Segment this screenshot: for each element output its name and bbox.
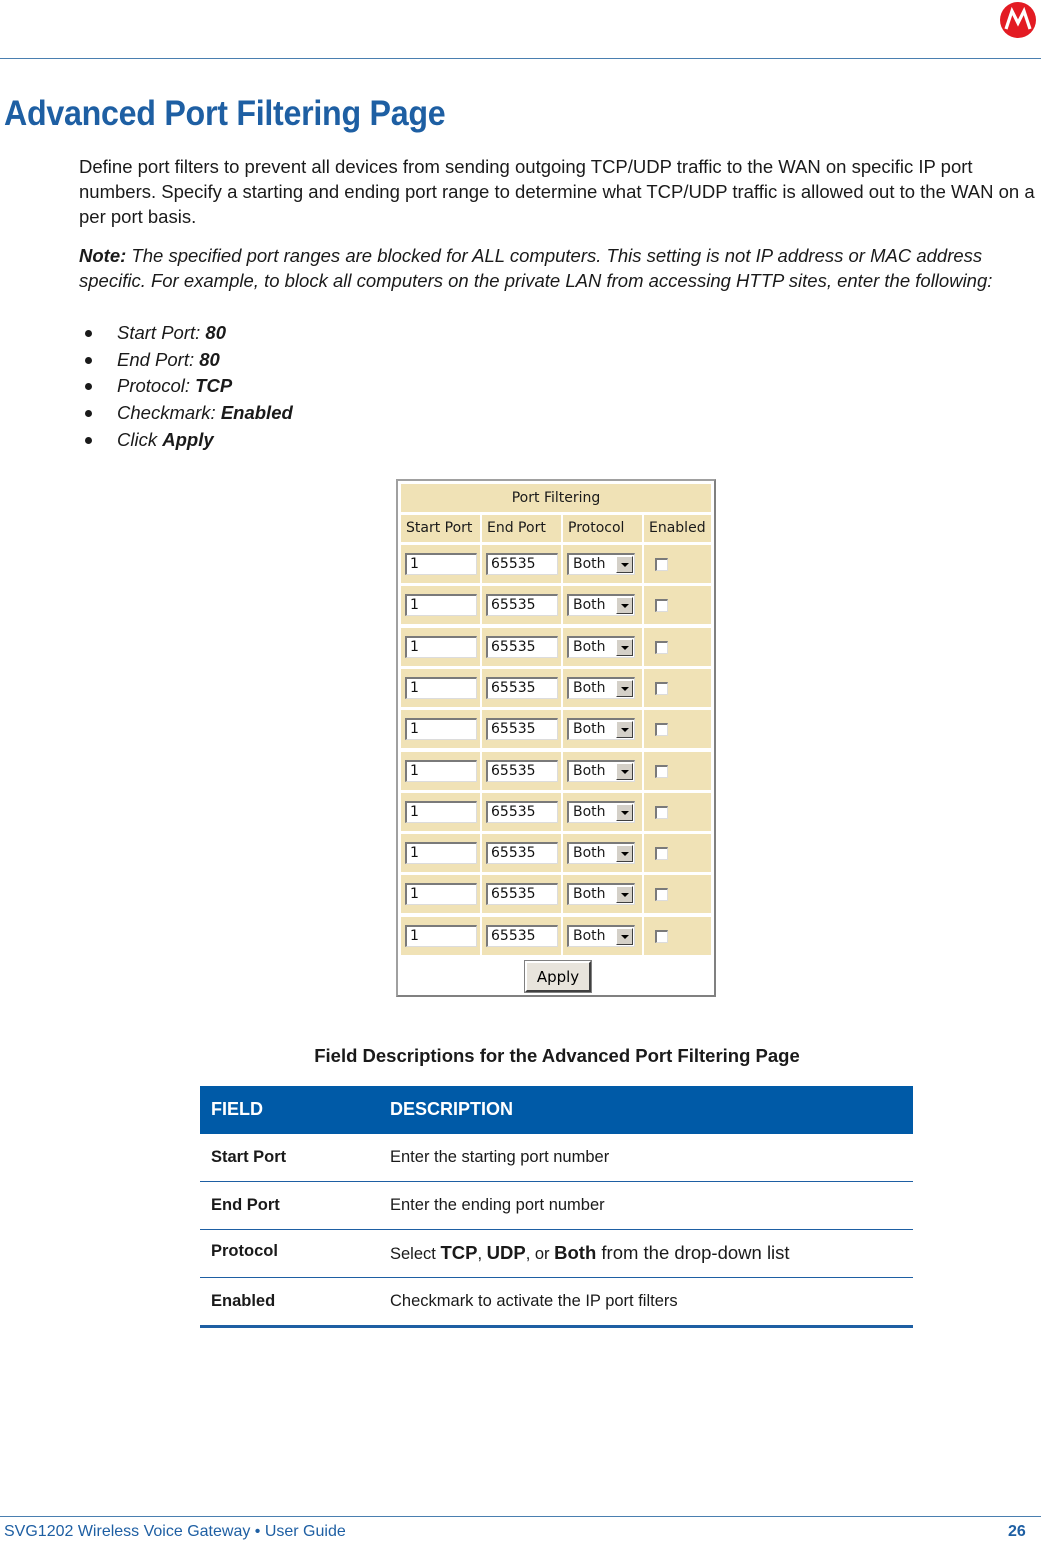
start-port-cell: [401, 545, 480, 583]
end-port-input[interactable]: 65535: [486, 883, 558, 905]
start-port-input[interactable]: 1: [405, 636, 477, 658]
protocol-value: Both: [573, 845, 606, 861]
header-start-port: Start Port: [401, 515, 480, 542]
list-item: Click Apply: [79, 427, 293, 454]
bullet-icon: [85, 357, 92, 364]
protocol-cell: [563, 545, 642, 583]
enabled-checkbox[interactable]: [655, 682, 668, 695]
enabled-cell: [644, 669, 711, 707]
end-port-input[interactable]: 65535: [486, 760, 558, 782]
header-protocol: Protocol: [563, 515, 642, 542]
end-port-input[interactable]: 65535: [486, 677, 558, 699]
field-description: Select TCP, UDP, or Both from the drop-down list: [390, 1242, 790, 1263]
field-descriptions-table: [200, 1086, 913, 1328]
field-name: End Port: [211, 1196, 280, 1214]
protocol-cell: [563, 917, 642, 955]
table-row: [200, 1182, 913, 1230]
end-port-cell: [482, 875, 561, 913]
table-caption: Field Descriptions for the Advanced Port Filtering Page: [314, 1045, 800, 1066]
note-label: Note:: [79, 245, 127, 266]
protocol-select[interactable]: [567, 553, 635, 575]
protocol-cell: [563, 793, 642, 831]
protocol-cell: [563, 834, 642, 872]
protocol-value: Both: [573, 763, 606, 779]
col-description-header: DESCRIPTION: [390, 1099, 514, 1119]
protocol-value: Both: [573, 597, 606, 613]
table-row: [200, 1278, 913, 1328]
enabled-cell: [644, 710, 711, 748]
end-port-cell: [482, 752, 561, 790]
field-description: Checkmark to activate the IP port filters: [390, 1292, 678, 1310]
dropdown-arrow-icon[interactable]: [616, 639, 633, 656]
protocol-select[interactable]: [567, 801, 635, 823]
protocol-value: Both: [573, 886, 606, 902]
example-list: [79, 320, 293, 453]
start-port-cell: [401, 628, 480, 666]
enabled-cell: [644, 545, 711, 583]
header-end-port: End Port: [482, 515, 561, 542]
enabled-checkbox[interactable]: [655, 765, 668, 778]
start-port-input[interactable]: 1: [405, 553, 477, 575]
protocol-cell: [563, 586, 642, 624]
start-port-input[interactable]: 1: [405, 883, 477, 905]
table-row: [200, 1230, 913, 1278]
start-port-input[interactable]: 1: [405, 801, 477, 823]
protocol-select[interactable]: [567, 842, 635, 864]
end-port-cell: [482, 710, 561, 748]
bullet-icon: [85, 330, 92, 337]
protocol-value: Both: [573, 680, 606, 696]
end-port-cell: [482, 793, 561, 831]
footer-doc-title: SVG1202 Wireless Voice Gateway • User Guide: [4, 1523, 346, 1540]
enabled-checkbox[interactable]: [655, 806, 668, 819]
enabled-cell: [644, 752, 711, 790]
port-filtering-panel: [396, 479, 716, 997]
end-port-input[interactable]: 65535: [486, 801, 558, 823]
apply-button[interactable]: Apply: [525, 961, 591, 992]
field-name: Start Port: [211, 1148, 287, 1166]
header-rule: [0, 58, 1041, 59]
end-port-input[interactable]: 65535: [486, 842, 558, 864]
end-port-cell: [482, 834, 561, 872]
protocol-cell: [563, 710, 642, 748]
note-text: The specified port ranges are blocked for ALL computers. This setting is not IP address or MAC address specific. For example, to block all computers on the private LAN from accessing HTTP sites, enter the following:: [79, 245, 993, 291]
enabled-checkbox[interactable]: [655, 558, 668, 571]
port-filtering-title: Port Filtering: [401, 484, 711, 512]
protocol-select[interactable]: [567, 636, 635, 658]
field-description: Enter the starting port number: [390, 1148, 610, 1166]
start-port-input[interactable]: 1: [405, 677, 477, 699]
enabled-cell: [644, 834, 711, 872]
dropdown-arrow-icon[interactable]: [616, 804, 633, 821]
protocol-value: Both: [573, 721, 606, 737]
start-port-cell: [401, 793, 480, 831]
start-port-cell: [401, 586, 480, 624]
end-port-cell: [482, 545, 561, 583]
bullet-icon: [85, 383, 92, 390]
protocol-value: Both: [573, 928, 606, 944]
enabled-checkbox[interactable]: [655, 641, 668, 654]
start-port-input[interactable]: 1: [405, 594, 477, 616]
bullet-icon: [85, 437, 92, 444]
enabled-cell: [644, 917, 711, 955]
enabled-cell: [644, 875, 711, 913]
page-title: Advanced Port Filtering Page: [4, 94, 446, 133]
start-port-input[interactable]: 1: [405, 842, 477, 864]
dropdown-arrow-icon[interactable]: [616, 597, 633, 614]
protocol-value: Both: [573, 804, 606, 820]
dropdown-arrow-icon[interactable]: [616, 763, 633, 780]
start-port-cell: [401, 875, 480, 913]
end-port-cell: [482, 628, 561, 666]
protocol-select[interactable]: [567, 594, 635, 616]
enabled-checkbox[interactable]: [655, 888, 668, 901]
list-item: Start Port: 80: [79, 320, 293, 347]
col-field-header: FIELD: [211, 1099, 263, 1119]
enabled-cell: [644, 628, 711, 666]
protocol-select[interactable]: [567, 883, 635, 905]
intro-paragraph: Define port filters to prevent all devices from sending outgoing TCP/UDP traffic to the WAN on specific IP port numbers. Specify a starting and ending port range to determine what TCP/UDP traffic is allowed out to the WAN on a per port basis.: [79, 156, 1035, 227]
protocol-select[interactable]: [567, 718, 635, 740]
list-item: Protocol: TCP: [79, 373, 293, 400]
start-port-cell: [401, 752, 480, 790]
enabled-cell: [644, 793, 711, 831]
page-number: 26: [1008, 1523, 1026, 1540]
footer-rule: [0, 1516, 1041, 1517]
end-port-cell: [482, 586, 561, 624]
enabled-checkbox[interactable]: [655, 847, 668, 860]
list-item: Checkmark: Enabled: [79, 400, 293, 427]
enabled-checkbox[interactable]: [655, 723, 668, 736]
start-port-cell: [401, 669, 480, 707]
protocol-value: Both: [573, 639, 606, 655]
end-port-input[interactable]: 65535: [486, 594, 558, 616]
field-name: Protocol: [211, 1242, 278, 1260]
dropdown-arrow-icon[interactable]: [616, 556, 633, 573]
header-enabled: Enabled: [644, 515, 711, 542]
start-port-input[interactable]: 1: [405, 925, 477, 947]
note-paragraph: [79, 243, 1034, 293]
dropdown-arrow-icon[interactable]: [616, 680, 633, 697]
protocol-cell: [563, 752, 642, 790]
end-port-input[interactable]: 65535: [486, 636, 558, 658]
end-port-cell: [482, 669, 561, 707]
protocol-cell: [563, 669, 642, 707]
end-port-cell: [482, 917, 561, 955]
field-description: Enter the ending port number: [390, 1196, 605, 1214]
table-row: [200, 1134, 913, 1182]
protocol-value: Both: [573, 556, 606, 572]
start-port-input[interactable]: 1: [405, 760, 477, 782]
end-port-input[interactable]: 65535: [486, 553, 558, 575]
bullet-icon: [85, 410, 92, 417]
dropdown-arrow-icon[interactable]: [616, 928, 633, 945]
table-header: [200, 1086, 913, 1134]
enabled-checkbox[interactable]: [655, 930, 668, 943]
protocol-select[interactable]: [567, 677, 635, 699]
dropdown-arrow-icon[interactable]: [616, 845, 633, 862]
protocol-select[interactable]: [567, 760, 635, 782]
protocol-select[interactable]: [567, 925, 635, 947]
end-port-input[interactable]: 65535: [486, 718, 558, 740]
start-port-input[interactable]: 1: [405, 718, 477, 740]
start-port-cell: [401, 917, 480, 955]
motorola-logo-icon: [1000, 2, 1036, 38]
end-port-input[interactable]: 65535: [486, 925, 558, 947]
field-name: Enabled: [211, 1292, 276, 1310]
start-port-cell: [401, 710, 480, 748]
list-item: End Port: 80: [79, 347, 293, 374]
protocol-cell: [563, 628, 642, 666]
dropdown-arrow-icon[interactable]: [616, 886, 633, 903]
start-port-cell: [401, 834, 480, 872]
protocol-cell: [563, 875, 642, 913]
enabled-cell: [644, 586, 711, 624]
dropdown-arrow-icon[interactable]: [616, 721, 633, 738]
enabled-checkbox[interactable]: [655, 599, 668, 612]
